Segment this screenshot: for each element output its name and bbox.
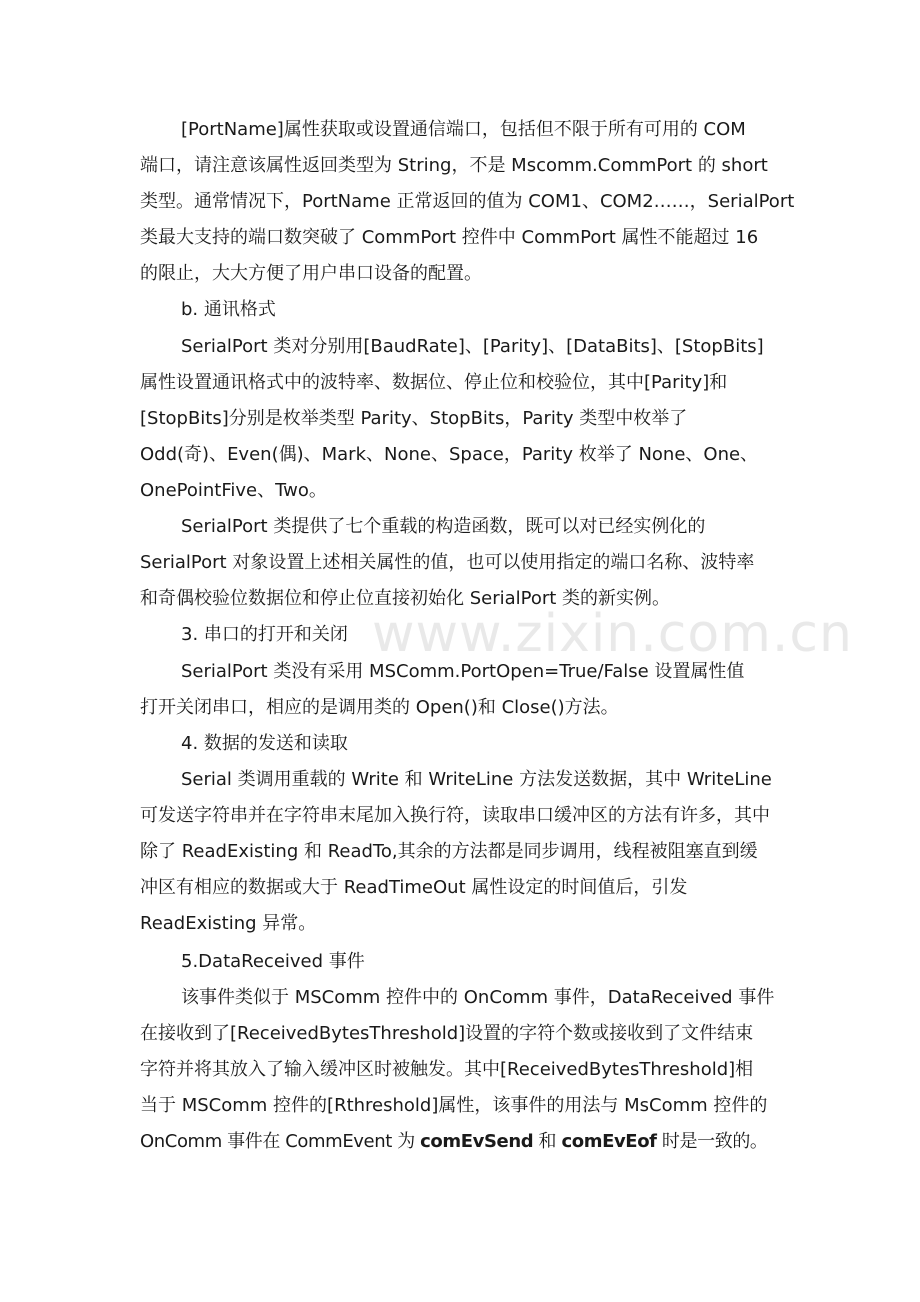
paragraph-constructor-line: SerialPort 对象设置上述相关属性的值，也可以使用指定的端口名称、波特率 bbox=[140, 552, 755, 573]
paragraph-send-read-line: ReadExisting 异常。 bbox=[140, 913, 317, 934]
section-heading-send-read: 4. 数据的发送和读取 bbox=[181, 733, 348, 754]
paragraph-data-received-line: 字符并将其放入了输入缓冲区时被触发。其中[ReceivedBytesThreshold]相 bbox=[140, 1059, 754, 1080]
paragraph-portname-line: 端口，请注意该属性返回类型为 String，不是 Mscomm.CommPort 的 short bbox=[140, 155, 768, 176]
paragraph-send-read-line: 冲区有相应的数据或大于 ReadTimeOut 属性设定的时间值后，引发 bbox=[140, 877, 688, 898]
paragraph-constructor-line: 和奇偶校验位数据位和停止位直接初始化 SerialPort 类的新实例。 bbox=[140, 588, 671, 609]
paragraph-portname-line: [PortName]属性获取或设置通信端口，包括但不限于所有可用的 COM bbox=[181, 119, 746, 140]
text-run: 和 bbox=[533, 1131, 562, 1152]
paragraph-data-received-line: 当于 MSComm 控件的[Rthreshold]属性，该事件的用法与 MsComm 控件的 bbox=[140, 1095, 768, 1116]
paragraph-format-line: Odd(奇)、Even(偶)、Mark、None、Space，Parity 枚举了 None、One、 bbox=[140, 444, 759, 465]
paragraph-format-line: SerialPort 类对分别用[BaudRate]、[Parity]、[DataBits]、[StopBits] bbox=[181, 336, 764, 357]
watermark: www.zixin.com.cn bbox=[372, 604, 853, 664]
paragraph-open-close-line: SerialPort 类没有采用 MSComm.PortOpen=True/False 设置属性值 bbox=[181, 661, 745, 682]
paragraph-constructor-line: SerialPort 类提供了七个重载的构造函数，既可以对已经实例化的 bbox=[181, 516, 706, 537]
section-heading-comm-format: b. 通讯格式 bbox=[181, 299, 276, 320]
paragraph-format-line: 属性设置通讯格式中的波特率、数据位、停止位和校验位，其中[Parity]和 bbox=[140, 372, 728, 393]
paragraph-send-read-line: Serial 类调用重载的 Write 和 WriteLine 方法发送数据，其中 WriteLine bbox=[181, 769, 772, 790]
text-run: 时是一致的。 bbox=[656, 1131, 768, 1152]
paragraph-portname-line: 类型。通常情况下，PortName 正常返回的值为 COM1、COM2……，SerialPort bbox=[140, 191, 795, 212]
bold-term-comeveof: comEvEof bbox=[561, 1131, 657, 1152]
paragraph-open-close-line: 打开关闭串口，相应的是调用类的 Open()和 Close()方法。 bbox=[140, 697, 619, 718]
paragraph-data-received-last-line bbox=[140, 1130, 768, 1154]
paragraph-send-read-line: 除了 ReadExisting 和 ReadTo,其余的方法都是同步调用，线程被阻塞直到缓 bbox=[140, 841, 758, 862]
paragraph-send-read-line: 可发送字符串并在字符串末尾加入换行符，读取串口缓冲区的方法有许多，其中 bbox=[140, 805, 770, 826]
paragraph-data-received-line: 该事件类似于 MSComm 控件中的 OnComm 事件，DataReceived 事件 bbox=[181, 987, 775, 1008]
bold-term-comevsend: comEvSend bbox=[420, 1131, 534, 1152]
text-run: OnComm 事件在 CommEvent 为 bbox=[140, 1131, 421, 1152]
paragraph-format-line: [StopBits]分别是枚举类型 Parity、StopBits，Parity 类型中枚举了 bbox=[140, 408, 688, 429]
section-heading-open-close: 3. 串口的打开和关闭 bbox=[181, 624, 348, 645]
paragraph-portname-line: 的限止，大大方便了用户串口设备的配置。 bbox=[140, 263, 482, 284]
section-heading-data-received: 5.DataReceived 事件 bbox=[181, 951, 365, 972]
paragraph-format-line: OnePointFive、Two。 bbox=[140, 480, 327, 501]
paragraph-portname-line: 类最大支持的端口数突破了 CommPort 控件中 CommPort 属性不能超过 16 bbox=[140, 227, 759, 248]
paragraph-data-received-line: 在接收到了[ReceivedBytesThreshold]设置的字符个数或接收到了文件结束 bbox=[140, 1023, 754, 1044]
